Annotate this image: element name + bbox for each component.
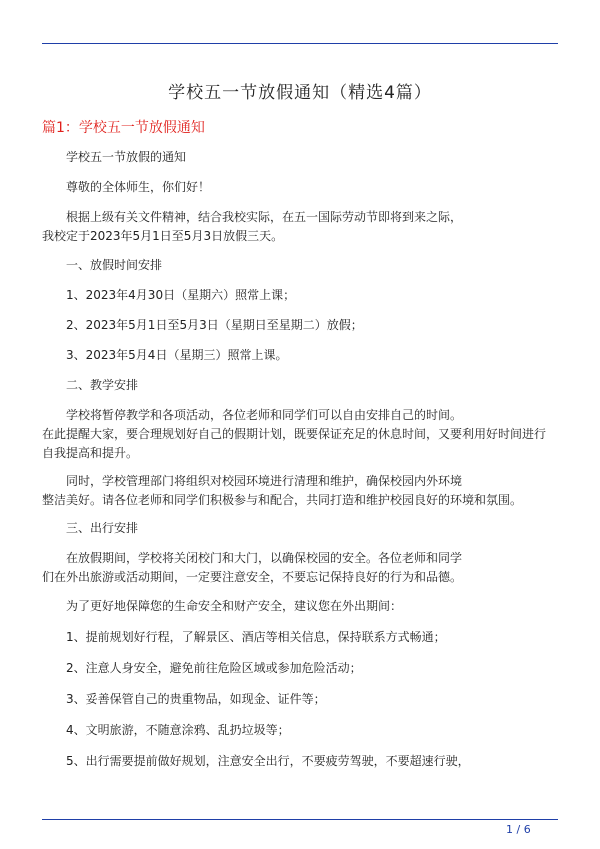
paragraph-environment: 同时，学校管理部门将组织对校园环境进行清理和维护，确保校园内外环境 整洁美好。请各位老师和同学们积极参与和配合，共同打造和维护校园良好的环境和氛围。 [42,474,523,507]
paragraph-intro: 根据上级有关文件精神，结合我校实际，在五一国际劳动节即将到来之际， 我校定于2023年5月1日至5月3日放假三天。 [42,210,463,243]
list-item-schedule-1: 1、2023年4月30日（星期六）照常上课； [66,288,296,302]
paragraph-heading-schedule: 一、放假时间安排 [66,258,163,272]
section-heading: 篇1：学校五一节放假通知 [42,120,205,136]
list-item-safety-4: 4、文明旅游，不随意涂鸦、乱扔垃圾等； [66,723,290,737]
paragraph-heading-teaching: 二、教学安排 [66,378,139,392]
paragraph-heading-travel: 三、出行安排 [66,521,139,535]
list-item-safety-2: 2、注意人身安全，避免前往危险区域或参加危险活动； [66,661,362,675]
paragraph-teaching: 学校将暂停教学和各项活动，各位老师和同学们可以自由安排自己的时间。 在此提醒大家，要合理规划好自己的假期计划，既要保证充足的休息时间，又要利用好时间进行 自我提高和提升。 [42,408,547,460]
list-item-safety-3: 3、妥善保管自己的贵重物品，如现金、证件等； [66,692,326,706]
paragraph-notice-title: 学校五一节放假的通知 [66,150,187,164]
paragraph-safety-intro: 为了更好地保障您的生命安全和财产安全，建议您在外出期间： [66,599,403,613]
header-rule [42,43,558,44]
list-item-safety-5: 5、出行需要提前做好规划，注意安全出行，不要疲劳驾驶，不要超速行驶， [66,754,470,768]
document-title: 学校五一节放假通知（精选4篇） [168,83,432,103]
paragraph-greeting: 尊敬的全体师生，你们好！ [66,180,211,194]
page-number: 1 / 6 [506,823,531,836]
list-item-schedule-2: 2、2023年5月1日至5月3日（星期日至星期二）放假； [66,318,363,332]
footer-rule [42,819,558,820]
list-item-schedule-3: 3、2023年5月4日（星期三）照常上课。 [66,348,288,362]
paragraph-travel: 在放假期间，学校将关闭校门和大门，以确保校园的安全。各位老师和同学 们在外出旅游或活动期间，一定要注意安全，不要忘记保持良好的行为和品德。 [42,551,463,584]
list-item-safety-1: 1、提前规划好行程，了解景区、酒店等相关信息，保持联系方式畅通； [66,630,446,644]
